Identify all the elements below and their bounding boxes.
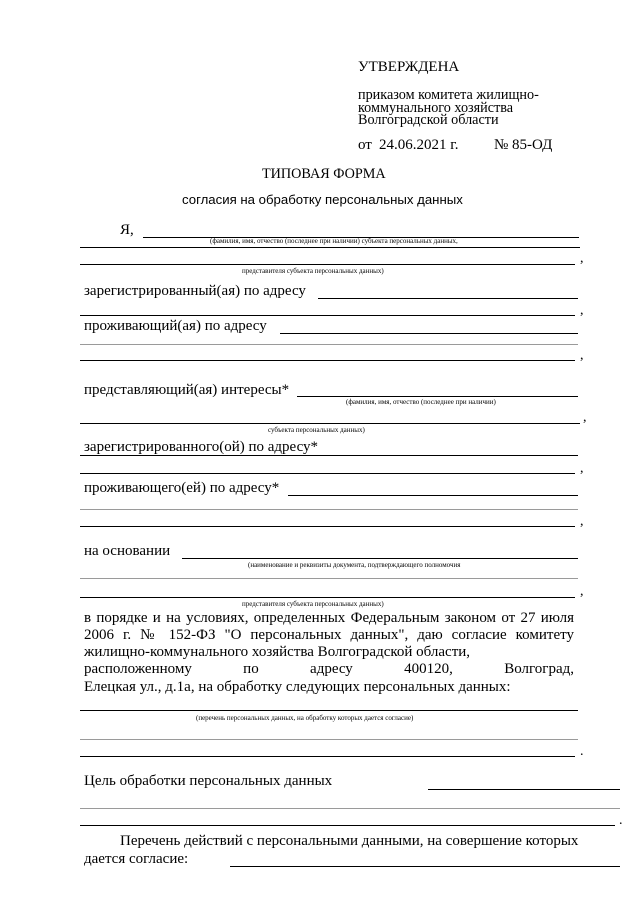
purpose-field-2[interactable]: [80, 808, 620, 809]
comma-2: ,: [580, 303, 584, 318]
consent-word-2: по: [243, 661, 259, 677]
registered-label: зарегистрированный(ая) по адресу: [84, 283, 306, 299]
basis-field[interactable]: [182, 558, 578, 559]
i-label: Я,: [120, 222, 134, 238]
hint-data-list: (перечень персональных данных, на обработку которых дается согласие): [196, 714, 414, 722]
representing-label: представляющий(ая) интересы*: [84, 382, 290, 398]
consent-word-4: 400120,: [404, 661, 453, 677]
actions-text-line2: дается согласие:: [84, 851, 189, 867]
hint-subject: субъекта персональных данных): [268, 426, 365, 434]
consent-word-5: Волгоград,: [504, 661, 574, 677]
basis-label: на основании: [84, 543, 171, 559]
consent-text-row: [84, 662, 574, 677]
comma-4: ,: [583, 410, 587, 425]
comma-3: ,: [580, 348, 584, 363]
registered-address-field[interactable]: [318, 298, 578, 299]
form-title: ТИПОВАЯ ФОРМА: [262, 166, 386, 182]
data-list-field[interactable]: [80, 710, 578, 711]
fio-field-line-3[interactable]: [80, 264, 575, 265]
comma-6: ,: [580, 514, 584, 529]
purpose-field-3[interactable]: [80, 825, 615, 826]
representing-field-2[interactable]: [80, 423, 580, 424]
order-line-1: приказом комитета жилищно-: [358, 87, 539, 103]
consent-word-3: адресу: [310, 661, 353, 677]
living-other-field-3[interactable]: [80, 526, 575, 527]
consent-word-1: расположенному: [84, 661, 192, 677]
basis-field-2[interactable]: [80, 578, 578, 579]
period-1: .: [580, 744, 584, 759]
registered-other-label: зарегистрированного(ой) по адресу*: [84, 439, 319, 455]
living-other-field-2[interactable]: [80, 509, 578, 510]
registered-other-field[interactable]: [80, 455, 578, 456]
comma-5: ,: [580, 461, 584, 476]
purpose-label: Цель обработки персональных данных: [84, 773, 333, 789]
hint-representative: представителя субъекта персональных данных): [242, 600, 384, 608]
order-line-3: Волгоградской области: [358, 112, 499, 128]
representing-field[interactable]: [297, 396, 578, 397]
consent-text-part2: Елецкая ул., д.1а, на обработку следующих персональных данных:: [84, 679, 511, 695]
living-address-field-3[interactable]: [80, 360, 575, 361]
data-list-field-3[interactable]: [80, 756, 575, 757]
living-address-field[interactable]: [280, 333, 578, 334]
consent-text-part1: в порядке и на условиях, определенных Федеральным законом от 27 июля 2006 г. № 152-ФЗ "О персональных данных", даю согласие комитету жилищно-коммунального хозяйства Волгоградской области,: [84, 610, 574, 660]
hint-representative-subject: представителя субъекта персональных данных): [242, 267, 384, 275]
living-other-field[interactable]: [288, 495, 578, 496]
form-subtitle: согласия на обработку персональных данных: [182, 192, 463, 207]
comma-7: ,: [580, 584, 584, 599]
hint-document: (наименование и реквизиты документа, подтверждающего полномочия: [248, 561, 461, 569]
period-2: .: [619, 813, 623, 828]
living-other-label: проживающего(ей) по адресу*: [84, 480, 280, 496]
order-date: 24.06.2021 г.: [379, 137, 459, 153]
fio-field-line-2[interactable]: [80, 247, 580, 248]
hint-fio: (фамилия, имя, отчество (последнее при наличии): [346, 398, 496, 406]
approved-heading: УТВЕРЖДЕНА: [358, 59, 460, 75]
registered-other-field-2[interactable]: [80, 473, 575, 474]
living-address-field-2[interactable]: [80, 344, 578, 345]
order-number: № 85-ОД: [494, 137, 553, 153]
purpose-field[interactable]: [428, 789, 620, 790]
actions-text-line1: Перечень действий с персональными данными, на совершение которых: [120, 833, 579, 849]
actions-field[interactable]: [230, 866, 620, 867]
order-line-2: коммунального хозяйства: [358, 100, 514, 116]
date-prefix: от: [358, 137, 372, 153]
comma-1: ,: [580, 251, 584, 266]
data-list-field-2[interactable]: [80, 739, 578, 740]
living-label: проживающий(ая) по адресу: [84, 318, 267, 334]
registered-address-field-2[interactable]: [80, 315, 575, 316]
basis-field-3[interactable]: [80, 597, 575, 598]
hint-fio-subject: (фамилия, имя, отчество (последнее при наличии) субъекта персональных данных,: [210, 237, 458, 245]
